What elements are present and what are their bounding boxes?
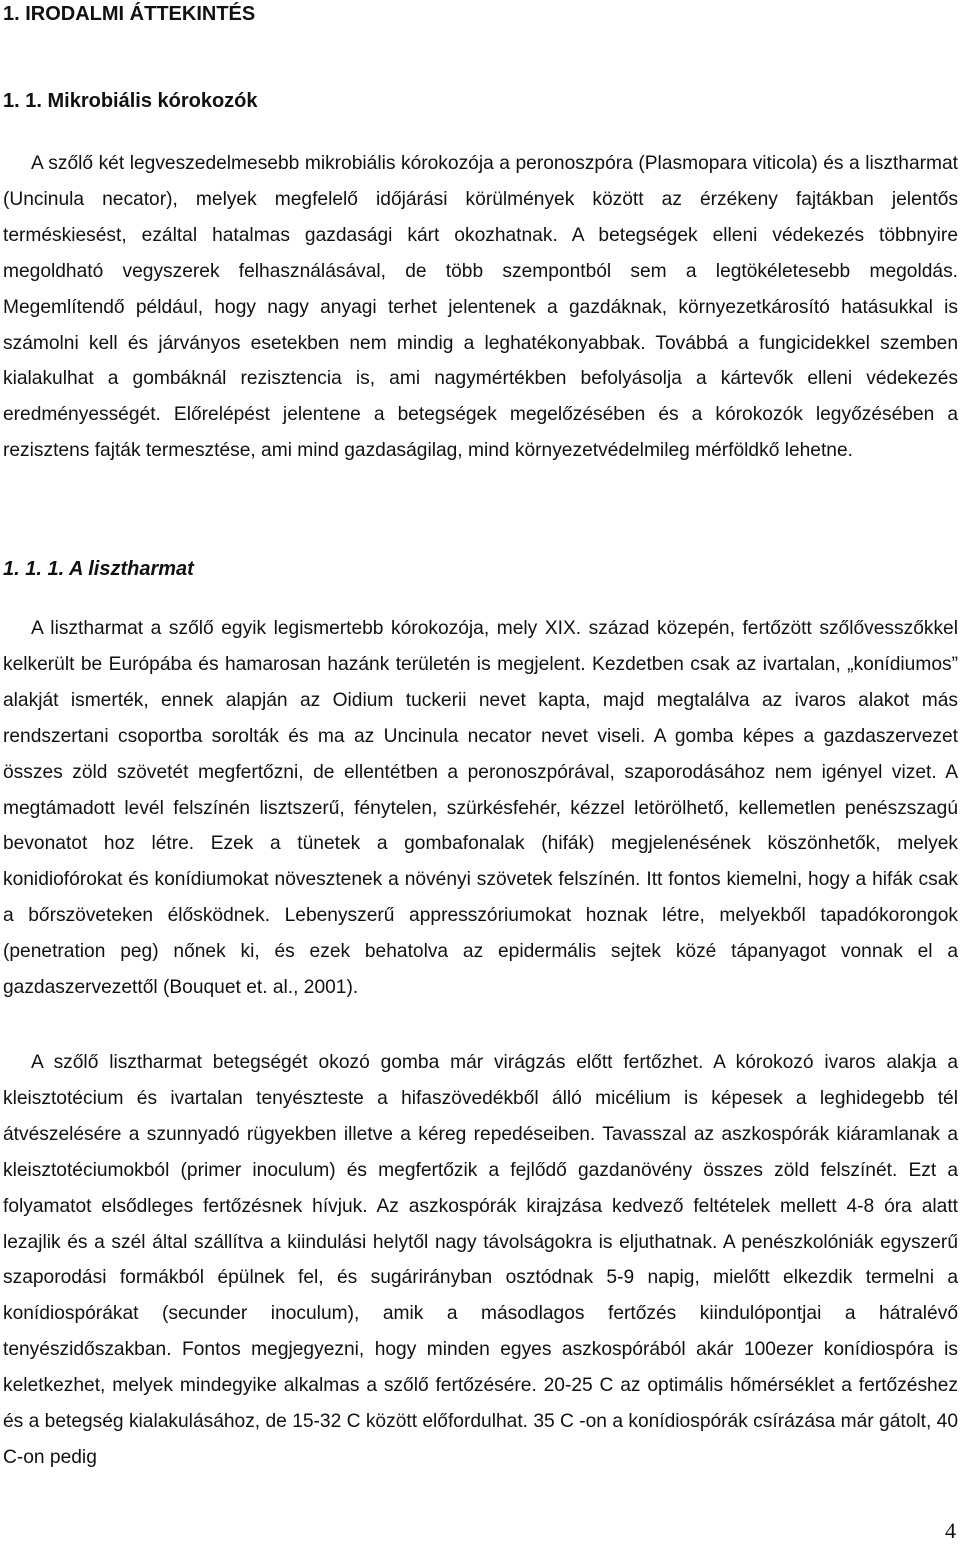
chapter-heading: 1. IRODALMI ÁTTEKINTÉS — [3, 3, 256, 25]
paragraph-3: A szőlő lisztharmat betegségét okozó gomba már virágzás előtt fertőzhet. A kórokozó ivaros alakja a kleisztotécium és ivartalan tenyészteste a hifaszövedékből álló micélium is képesek a leghidegebb tél átvészelésére a szunnyadó rügyekben illetve a kéreg repedéseiben. Tavasszal az aszkospórák kiáramlanak a kleisztotéciumokból (primer inoculum) és megfertőzik a fejlődő gazdanövény összes zöld felszínét. Ezt a folyamatot elsődleges fertőzésnek hívjuk. Az aszkospórák kirajzása kedvező feltételek mellett 4-8 óra alatt lezajlik és a szél által szállítva a kiindulási helytől nagy távolságokra is eljuthatnak. A penészkolóniák egyszerű szaporodási formákból épülnek fel, és sugárirányban osztódnak 5-9 napig, mielőtt elkezdik termelni a konídiospórákat (secunder inoculum), amik a másodlagos fertőzés kiindulópontjai a hátralévő tenyészidőszakban. Fontos megjegyezni, hogy minden egyes aszkospórából akár 100ezer konídiospóra is keletkezhet, melyek mindegyike alkalmas a szőlő fertőzésére. 20-25 C az optimális hőmérséklet a fertőzéshez és a betegség kialakulásához, de 15-32 C között előfordulhat. 35 C -on a konídiospórák csírázása már gátolt, 40 C-on pedig — [3, 1052, 958, 1468]
paragraph-2: A lisztharmat a szőlő egyik legismertebb kórokozója, mely XIX. század közepén, fertőzött szőlővesszőkkel kelkerült be Európába és hamarosan hazánk területén is megjelent. Kezdetben csak az ivartalan, „konídiumos” alakját ismerték, ennek alapján az Oidium tuckerii nevet kapta, majd megtalálva az ivaros alakot más rendszertani csoportba sorolták és ma az Uncinula necator nevet viseli. A gomba képes a gazdaszervezet összes zöld szövetét megfertőzni, de ellentétben a peronoszpórával, szaporodásához nem igényel vizet. A megtámadott levél felszínén lisztszerű, fénytelen, szürkésfehér, kézzel letörölhető, kellemetlen penészszagú bevonatot hoz létre. Ezek a tünetek a gombafonalak (hifák) megjelenésének köszönhetők, melyek konidiofórokat és konídiumokat növesztenek a növényi szövetek felszínén. Itt fontos kiemelni, hogy a hifák csak a bőrszöveteken élősködnek. Lebenyszerű appresszóriumokat hoznak létre, melyekből tapadókorongok (penetration peg) nőnek ki, és ezek behatolva az epidermális sejtek közé tápanyagot vonnak el a gazdaszervezettől (Bouquet et. al., 2001). — [3, 618, 958, 999]
subsection-heading: 1. 1. 1. A lisztharmat — [3, 558, 194, 580]
paragraph-1: A szőlő két legveszedelmesebb mikrobiális kórokozója a peronoszpóra (Plasmopara viticola) és a lisztharmat (Uncinula necator), melyek megfelelő időjárási körülmények között az érzékeny fajtákban jelentős terméskiesést, ezáltal hatalmas gazdasági kárt okozhatnak. A betegségek elleni védekezés többnyire megoldható vegyszerek felhasználásával, de több szempontból sem a legtökéletesebb megoldás. Megemlítendő például, hogy nagy anyagi terhet jelentenek a gazdáknak, környezetkárosító hatásukkal is számolni kell és járványos esetekben nem mindig a leghatékonyabbak. Továbbá a fungicidekkel szemben kialakulhat a gombáknál rezisztencia is, ami nagymértékben befolyásolja a kártevők elleni védekezés eredményességét. Előrelépést jelentene a betegségek megelőzésében és a kórokozók legyőzésében a rezisztens fajták termesztése, ami mind gazdaságilag, mind környezetvédelmileg mérföldkő lehetne. — [3, 153, 958, 462]
page-number: 4 — [945, 1518, 956, 1543]
section-heading: 1. 1. Mikrobiális kórokozók — [3, 90, 258, 112]
